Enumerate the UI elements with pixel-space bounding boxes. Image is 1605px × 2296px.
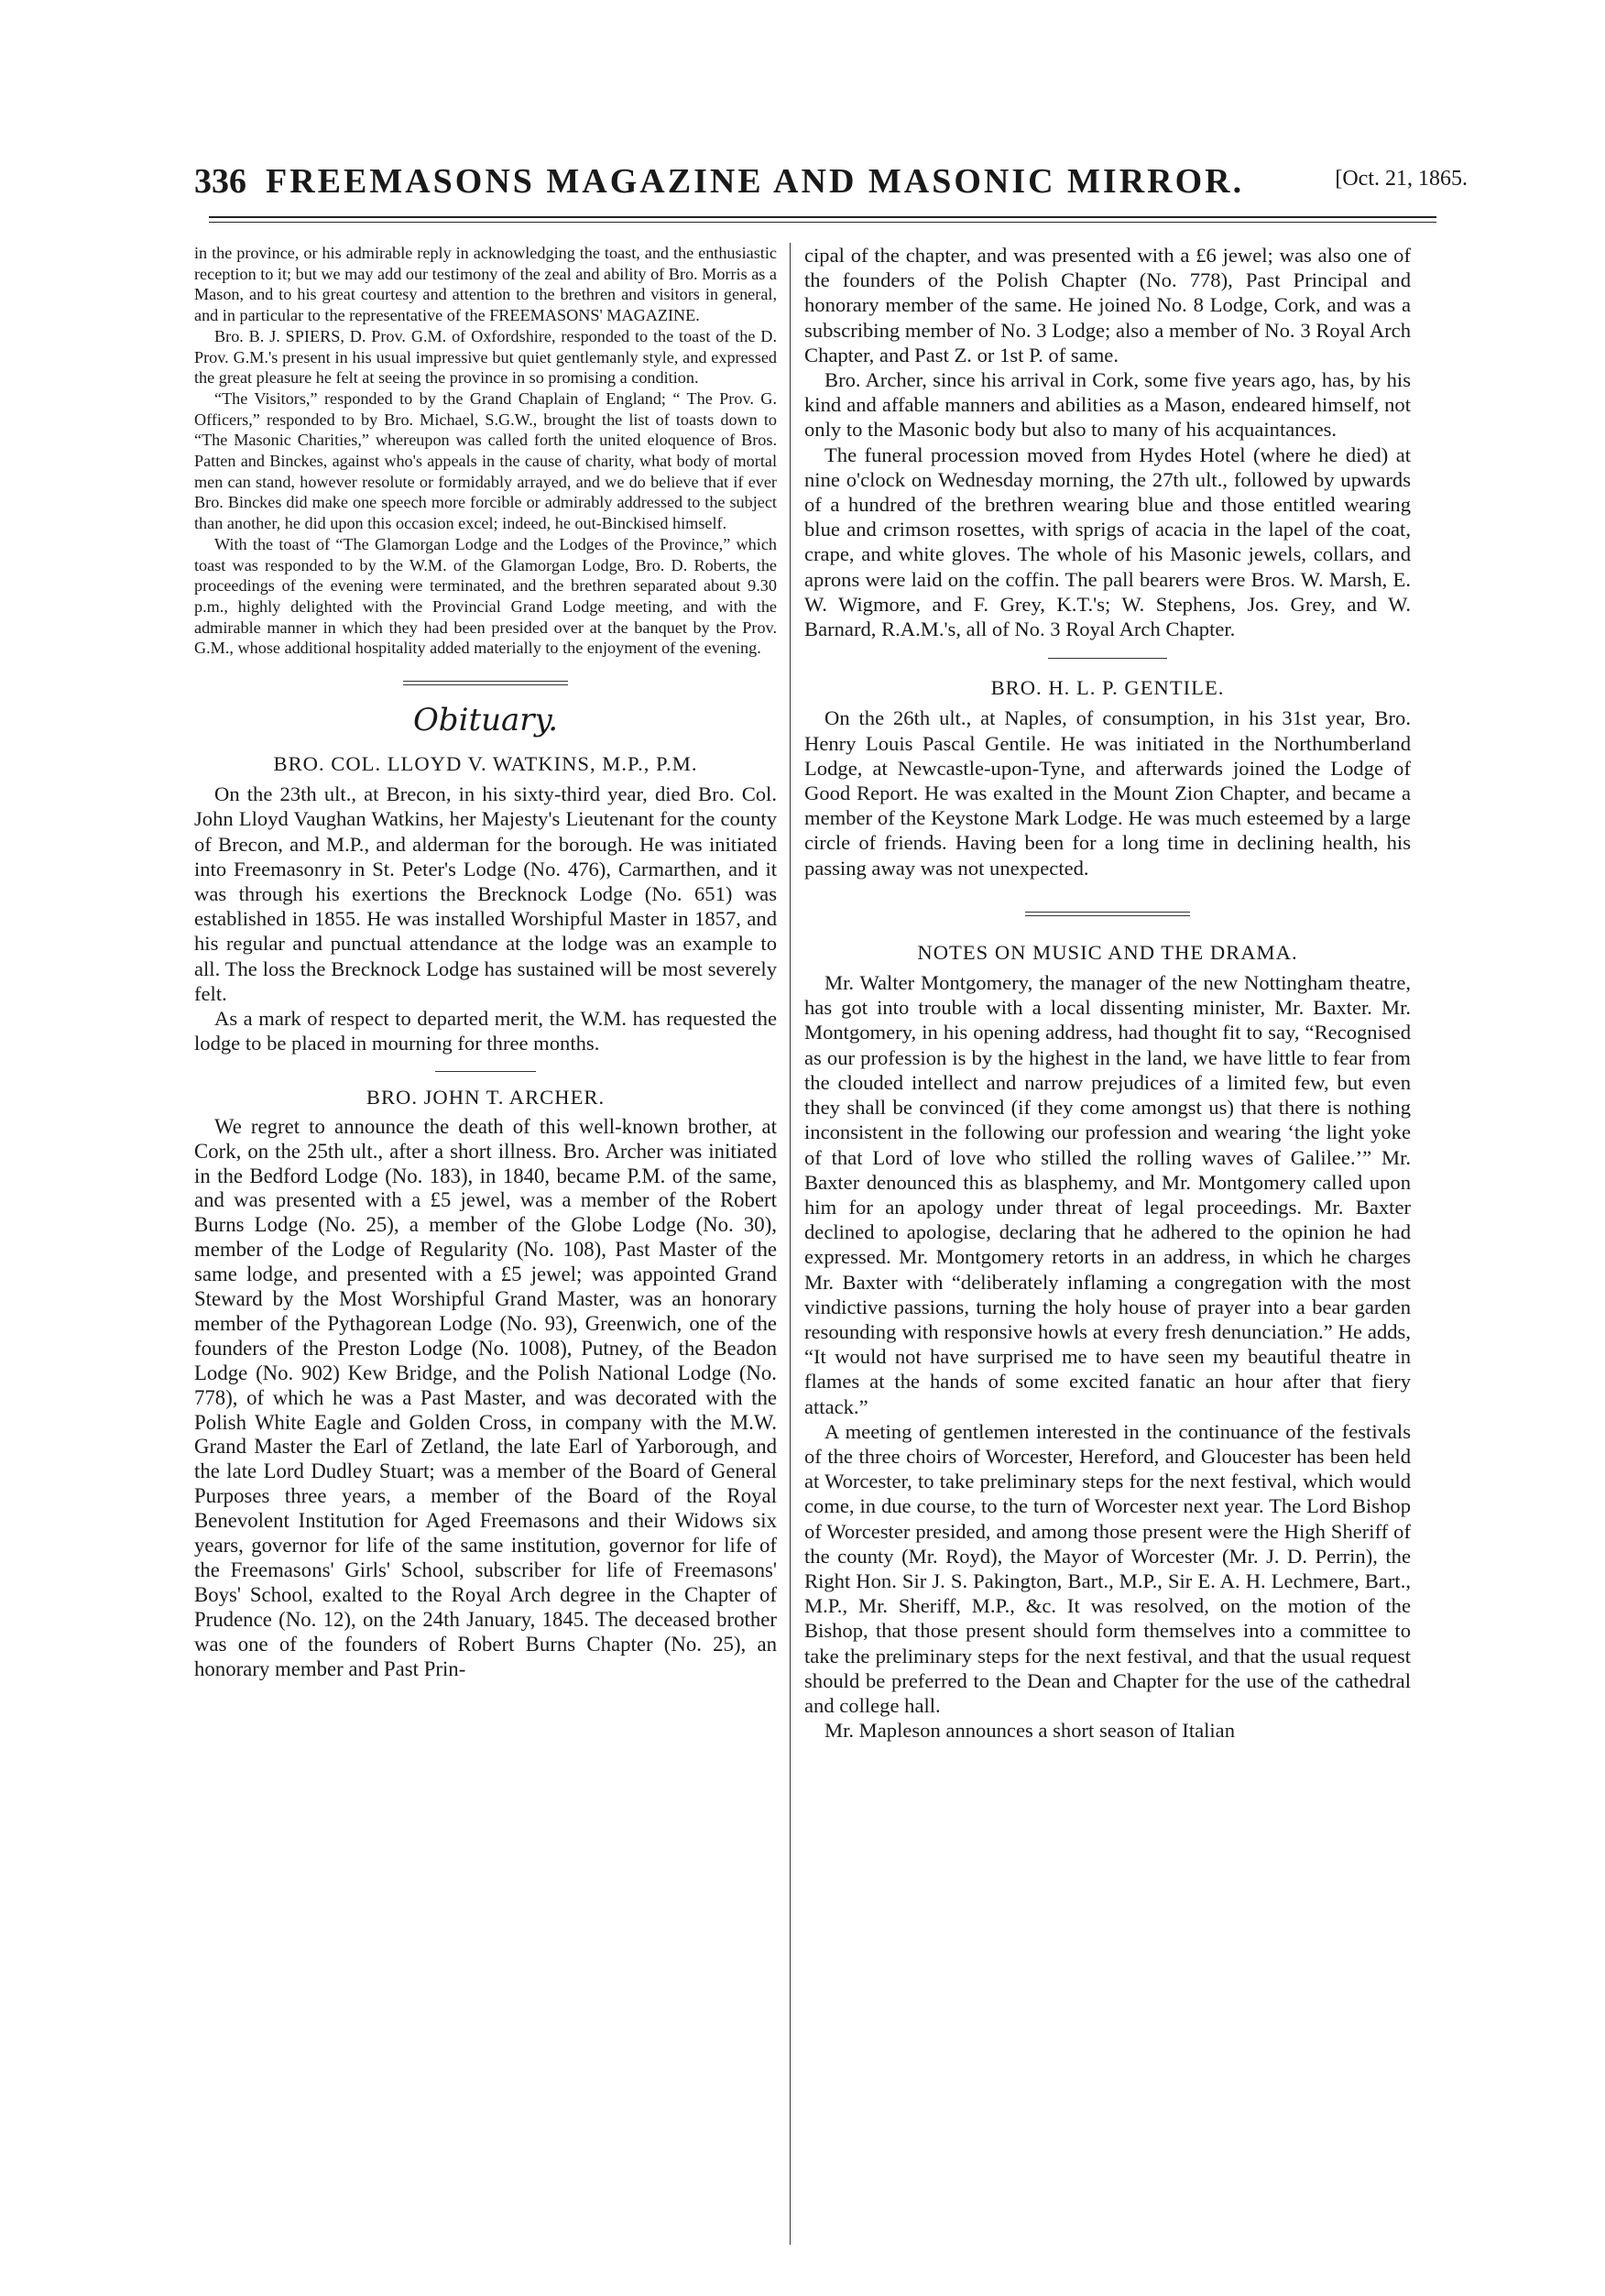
paragraph: Bro. B. J. SPIERS, D. Prov. G.M. of Oxfordshire, responded to the toast of the D. Prov. G.M.'s present in his usual impressive but quiet gentlemanly style, and expressed the great pleasure he felt at seeing the province in so promising a condition. xyxy=(194,326,777,388)
paragraph: in the province, or his admirable reply in acknowledging the toast, and the enthusiastic reception to it; but we may add our testimony of the zeal and ability of Bro. Morris as a Mason, and to his great courtesy and attention to the brethren and visitors in general, and in particular to the representative of the FREEMASONS' MAGAZINE. xyxy=(194,244,777,325)
paragraph: cipal of the chapter, and was presented with a £6 jewel; was also one of the founders of the Polish Chapter (No. 778), Past Principal and honorary member of the same. He joined No. 8 Lodge, Cork, and was a subscribing member of No. 3 Lodge; also a member of No. 3 Royal Arch Chapter, and Past Z. or 1st P. of same. xyxy=(804,244,1411,366)
section-rule xyxy=(1025,912,1190,913)
archer-obituary-continued xyxy=(804,243,1411,1743)
paragraph: “The Visitors,” responded to by the Grand Chaplain of England; “ The Prov. G. Officers,” responded to by Bro. Michael, S.G.W., brought the list of toasts down to “The Masonic Charities,” whereupon was called forth the united eloquence of Bros. Patten and Binckes, against who's appeals in the cause of charity, what body of mortal men can stand, however resolute or formidably arrayed, and we do believe that if ever Bro. Binckes did make one speech more forcible or admirably addressed to the subject than another, he did upon this occasion excel; indeed, he out-Binckised himself. xyxy=(194,388,777,533)
column-divider xyxy=(790,243,791,2245)
section-rule xyxy=(403,681,568,682)
header-rule xyxy=(209,216,1436,218)
paragraph: On the 23th ult., at Brecon, in his sixty-third year, died Bro. Col. John Lloyd Vaughan Watkins, her Majesty's Lieutenant for the county of Brecon, and M.P., and alderman for the borough. He was initiated into Freemasonry in St. Peter's Lodge (No. 476), Carmarthen, and it was through his exertions the Brecknock Lodge (No. 651) was established in 1855. He was installed Worshipful Master in 1857, and his regular and punctual attendance at the lodge was an example to all. The loss the Brecknock Lodge has sustained will be most severely felt. xyxy=(194,782,777,1005)
section-heading: BRO. JOHN T. ARCHER. xyxy=(366,1085,606,1109)
obituary-heading: Obituary. xyxy=(412,702,559,739)
meeting-report xyxy=(194,243,777,659)
paragraph: The funeral procession moved from Hydes Hotel (where he died) at nine o'clock on Wednesday morning, the 27th ult., followed by upwards of a hundred of the brethren wearing blue and those entitled wearing blue and crimson rosettes, with sprigs of acacia in the lapel of the coat, crape, and white gloves. The whole of his Masonic jewels, collars, and aprons were laid on the coffin. The pall bearers were Bros. W. Marsh, E. W. Wigmore, and F. Grey, K.T.'s; W. Stephens, Jos. Grey, and W. Barnard, R.A.M.'s, all of No. 3 Royal Arch Chapter. xyxy=(804,443,1411,641)
section-heading: BRO. H. L. P. GENTILE. xyxy=(990,676,1225,700)
paragraph: As a mark of respect to departed merit, the W.M. has requested the lodge to be placed in mourning for three months. xyxy=(194,1007,777,1055)
header-rule-thin xyxy=(209,222,1436,223)
section-heading: NOTES ON MUSIC AND THE DRAMA. xyxy=(917,940,1298,964)
paragraph: We regret to announce the death of this well-known brother, at Cork, on the 25th ult., after a short illness. Bro. Archer was initiated in the Bedford Lodge (No. 183), in 1840, became P.M. of the same, and was presented with a £5 jewel, was a member of the Robert Burns Lodge (No. 25), a member of the Globe Lodge (No. 30), member of the Lodge of Regularity (No. 108), Past Master of the same lodge, and presented with a £5 jewel; was appointed Grand Steward by the Most Worshipful Grand Master, was an honorary member of the Pythagorean Lodge (No. 93), Greenwich, one of the founders of the Preston Lodge (No. 1008), Putney, of the Beadon Lodge (No. 902) Kew Bridge, and the Polish National Lodge (No. 778), of which he was a Past Master, and was decorated with the Polish White Eagle and Golden Cross, in company with the M.W. Grand Master the Earl of Zetland, the late Earl of Yarborough, and the late Lord Dudley Stuart; was a member of the Board of General Purposes three years, a member of the Board of the Royal Benevolent Institution for Aged Freemasons and their Widows six years, governor for life of the same institution, governor for life of the Freemasons' Girls' School, subscriber for life of Freemasons' Boys' School, exalted to the Royal Arch degree in the Chapter of Prudence (No. 12), on the 24th January, 1845. The deceased brother was one of the founders of Robert Burns Chapter (No. 25), an honorary member and Past Prin- xyxy=(194,1114,777,1680)
paragraph: Bro. Archer, since his arrival in Cork, some five years ago, has, by his kind and affable manners and abilities as a Mason, endeared himself, not only to the Masonic body but also to many of his acquaintances. xyxy=(804,368,1411,442)
paragraph: On the 26th ult., at Naples, of consumption, in his 31st year, Bro. Henry Louis Pascal Gentile. He was initiated in the Northumberland Lodge, at Newcastle-upon-Tyne, and afterwards joined the Lodge of Good Report. He was exalted in the Mount Zion Chapter, and became a member of the Keystone Mark Lodge. He was much esteemed by a large circle of friends. Having been for a long time in declining health, his passing away was not unexpected. xyxy=(804,706,1411,880)
masthead-title: FREEMASONS MAGAZINE AND MASONIC MIRROR. xyxy=(266,162,1245,201)
paragraph: With the toast of “The Glamorgan Lodge and the Lodges of the Province,” which toast was responded to by the W.M. of the Glamorgan Lodge, Bro. D. Roberts, the proceedings of the evening were terminated, and the brethren separated about 9.30 p.m., highly delighted with the Provincial Grand Lodge meeting, and with the admirable manner in which they had been presided over at the banquet by the Prov. G.M., whose additional hospitality added materially to the enjoyment of the evening. xyxy=(194,534,777,658)
paragraph: Mr. Walter Montgomery, the manager of the new Nottingham theatre, has got into trouble with a local dissenting minister, Mr. Baxter. Mr. Montgomery, in his opening address, had thought fit to say, “Recognised as our profession is by the highest in the land, we have little to fear from the clouded intellect and narrow prejudices of a limited few, but even they shall be convinced (if they come amongst us) that there is nothing inconsistent in the following our profession and wearing ‘the light yoke of that Lord of love who stilled the rolling waves of Galilee.’” Mr. Baxter denounced this as blasphemy, and Mr. Montgomery called upon him for an apology under threat of legal proceedings. Mr. Baxter declined to apologise, declaring that he adhered to the opinion he had expressed. Mr. Montgomery retorts in an address, in which he charges Mr. Baxter with “deliberately inflaming a congregation with the most vindictive passions, turning the holy house of prayer into a bear garden resounding with responsive howls at every fresh denunciation.” He adds, “It would not have surprised me to have seen my beautiful theatre in flames at the hands of some excited fanatic an hour after that fiery attack.” xyxy=(804,971,1411,1418)
left-column xyxy=(194,243,777,1682)
archer-obituary xyxy=(194,1115,777,1682)
paragraph: Mr. Mapleson announces a short season of Italian xyxy=(824,1719,1236,1743)
section-heading: BRO. COL. LLOYD V. WATKINS, M.P., P.M. xyxy=(273,752,698,776)
issue-date: [Oct. 21, 1865. xyxy=(1335,167,1468,191)
section-rule xyxy=(403,684,568,685)
paragraph: A meeting of gentlemen interested in the continuance of the festivals of the three choirs of Worcester, Hereford, and Gloucester has been held at Worcester, to take preliminary steps for the next festival, which would come, in due course, to the turn of Worcester next year. The Lord Bishop of Worcester presided, and among those present were the High Sheriff of the county (Mr. Royd), the Mayor of Worcester (Mr. J. D. Perrin), the Right Hon. Sir J. S. Pakington, Bart., M.P., Sir E. A. H. Lechmere, Bart., M.P., Mr. Sheriff, M.P., &c. It was resolved, on the motion of the Bishop, that those present should form themselves into a committee to take the preliminary steps for the next festival, and that the usual request should be preferred to the Dean and Chapter for the use of the cathedral and college hall. xyxy=(804,1419,1411,1717)
watkins-obituary xyxy=(194,751,777,1115)
page-header xyxy=(194,161,1468,203)
page-number: 336 xyxy=(194,162,246,201)
right-column xyxy=(804,243,1411,1743)
